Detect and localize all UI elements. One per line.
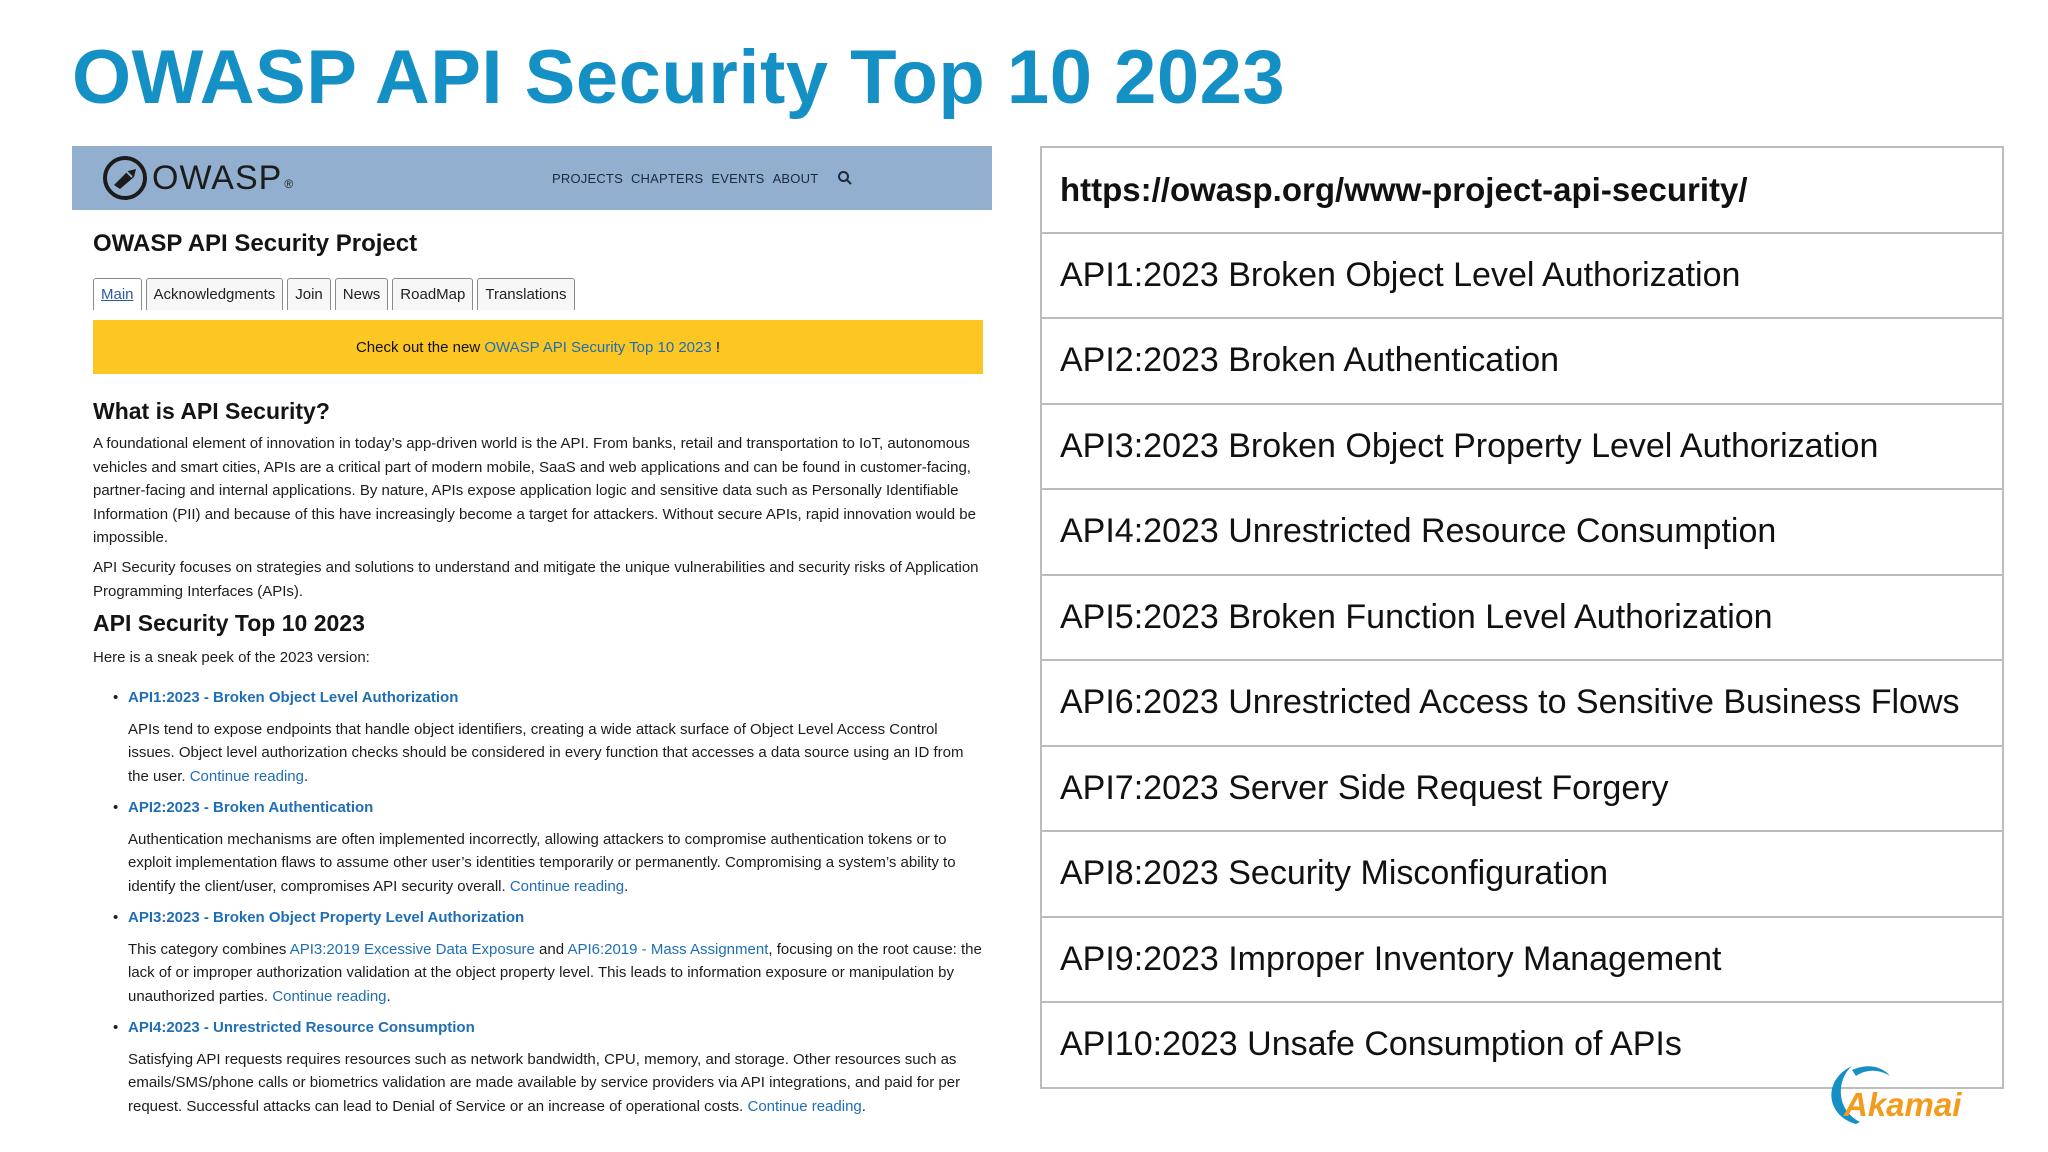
nav-events[interactable]: EVENTS: [711, 170, 765, 186]
project-title: OWASP API Security Project: [93, 230, 418, 257]
top10-heading: API Security Top 10 2023: [93, 610, 365, 636]
api1-title-link[interactable]: API1:2023 - Broken Object Level Authorization: [128, 689, 459, 706]
banner-prefix: Check out the new: [355, 338, 485, 356]
sneak-peek-text: Here is a sneak peek of the 2023 version:: [93, 649, 370, 666]
api4-description: Satisfying API requests requires resources such as network bandwidth, CPU, memory, and storage. Other resources such as emails/SMS/phone calls or biometrics validation are made available by service providers via API integrations, and paid for per request. Successful attacks can lead to Denial of Service or an increase of operational costs.: [128, 1050, 961, 1115]
api-security-paragraph: API Security focuses on strategies and solutions to understand and mitigate the unique vulnerabilities and security risks of Application Programming Interfaces (APIs).: [93, 559, 979, 600]
api-row-7: API7:2023 Server Side Request Forgery: [1042, 747, 2002, 833]
continue-reading-link[interactable]: Continue reading: [747, 1097, 862, 1115]
banner-link[interactable]: OWASP API Security Top 10 2023: [484, 338, 712, 356]
tab-acknowledgments[interactable]: Acknowledgments: [146, 278, 284, 310]
owasp-page-screenshot: [72, 146, 992, 1146]
api-row-5: API5:2023 Broken Function Level Authorization: [1042, 576, 2002, 662]
bullet: •: [113, 799, 119, 816]
slide-title: OWASP API Security Top 10 2023: [72, 35, 1286, 120]
owasp-wasp-icon: [102, 155, 148, 201]
nav-projects[interactable]: PROJECTS: [552, 170, 623, 186]
tab-roadmap[interactable]: RoadMap: [392, 278, 473, 310]
intro-paragraph: A foundational element of innovation in today’s app-driven world is the API. From banks, retail and transportation to IoT, autonomous vehicles and smart cities, APIs are a critical part of modern mobile, SaaS and web applications and can be found in customer-facing, partner-facing and internal applications. By nature, APIs expose application logic and sensitive data such as Personally Identifiable Information (PII) and because of this have increasingly become a target for attackers. Without secure APIs, rapid innovation would be impossible.: [93, 435, 976, 546]
tab-join[interactable]: Join: [287, 278, 331, 310]
registered-mark: ®: [284, 177, 294, 191]
owasp-logo[interactable]: [102, 155, 293, 201]
api-row-3: API3:2023 Broken Object Property Level Authorization: [1042, 405, 2002, 491]
owasp-site-header: [72, 146, 992, 210]
api3-2019-link[interactable]: API3:2019 Excessive Data Exposure: [289, 940, 535, 958]
search-icon[interactable]: [836, 169, 854, 187]
api-row-2: API2:2023 Broken Authentication: [1042, 319, 2002, 405]
nav-chapters[interactable]: CHAPTERS: [630, 170, 704, 186]
tab-translations[interactable]: Translations: [477, 278, 574, 310]
background-code-decoration-left: [0, 580, 80, 1050]
owasp-logo-text: OWASP: [152, 158, 283, 197]
bullet: •: [113, 1019, 119, 1036]
list-item: • API3:2023 - Broken Object Property Level Authorization This category combines API3:2019 Excessive Data Exposure and API6:2019 - Mass Assignment, focusing on the root cause: the lack of or improper authorization validation at the object property level. This leads to information exposure or manipulation by unauthorized parties. Continue reading.: [128, 906, 983, 1008]
api3-text-a: This category combines: [128, 940, 290, 958]
api-row-10: API10:2023 Unsafe Consumption of APIs: [1060, 1025, 1682, 1064]
api3-text-b: and: [534, 940, 568, 958]
api2-title-link[interactable]: API2:2023 - Broken Authentication: [128, 799, 374, 816]
project-tabs: [93, 278, 575, 310]
api-row-1: API1:2023 Broken Object Level Authorization: [1042, 234, 2002, 320]
top10-announcement-banner: [93, 320, 983, 374]
akamai-logo-text: Akamai: [1844, 1086, 1962, 1123]
tab-main[interactable]: Main: [93, 278, 142, 310]
api-row-9: API9:2023 Improper Inventory Management: [1042, 918, 2002, 1004]
api6-2019-link[interactable]: API6:2019 - Mass Assignment: [567, 940, 769, 958]
what-is-api-security-heading: What is API Security?: [93, 398, 330, 424]
list-item: • API2:2023 - Broken Authentication Authentication mechanisms are often implemented incorrectly, allowing attackers to compromise authentication tokens or to exploit implementation flaws to assume other user’s identities temporarily or permanently. Compromising a system’s ability to identify the client/user, compromises API security overall. Continue reading.: [128, 796, 983, 898]
continue-reading-link[interactable]: Continue reading: [509, 877, 625, 895]
api-top10-table: [1040, 146, 2004, 1089]
banner-suffix: !: [711, 338, 721, 356]
tab-news[interactable]: News: [335, 278, 389, 310]
api-row-6: API6:2023 Unrestricted Access to Sensitive Business Flows: [1042, 661, 2002, 747]
api3-title-link[interactable]: API3:2023 - Broken Object Property Level Authorization: [128, 909, 525, 926]
api4-title-link[interactable]: API4:2023 - Unrestricted Resource Consumption: [128, 1019, 475, 1036]
continue-reading-link[interactable]: Continue reading: [272, 987, 387, 1005]
list-item: • API1:2023 - Broken Object Level Authorization APIs tend to expose endpoints that handle object identifiers, creating a wide attack surface of Object Level Access Control issues. Object level authorization checks should be considered in every function that accesses a data source using an ID from the user. Continue reading.: [128, 686, 983, 788]
owasp-nav: [552, 146, 854, 210]
api3-text-c: , focusing on the root cause: the lack of or improper authorization validation at the object property level. This leads to information exposure or manipulation by unauthorized parties.: [128, 940, 982, 1005]
bullet: •: [113, 689, 119, 706]
continue-reading-link[interactable]: Continue reading: [189, 767, 304, 785]
api-row-8: API8:2023 Security Misconfiguration: [1042, 832, 2002, 918]
project-url[interactable]: https://owasp.org/www-project-api-security/: [1042, 148, 2002, 234]
api1-description: APIs tend to expose endpoints that handle object identifiers, creating a wide attack surface of Object Level Access Control issues. Object level authorization checks should be considered in every function that accesses a data source using an ID from the user.: [128, 720, 964, 785]
nav-about[interactable]: ABOUT: [772, 170, 819, 186]
api2-description: Authentication mechanisms are often implemented incorrectly, allowing attackers to compromise authentication tokens or to exploit implementation flaws to assume other user’s identities temporarily or permanently. Compromising a system’s ability to identify the client/user, compromises API security overall.: [128, 830, 956, 895]
bullet: •: [113, 909, 119, 926]
list-item: • API4:2023 - Unrestricted Resource Consumption Satisfying API requests requires resources such as network bandwidth, CPU, memory, and storage. Other resources such as emails/SMS/phone calls or biometrics validation are made available by service providers via API integrations, and paid for per request. Successful attacks can lead to Denial of Service or an increase of operational costs. Continue reading.: [128, 1016, 983, 1118]
api-row-4: API4:2023 Unrestricted Resource Consumption: [1042, 490, 2002, 576]
